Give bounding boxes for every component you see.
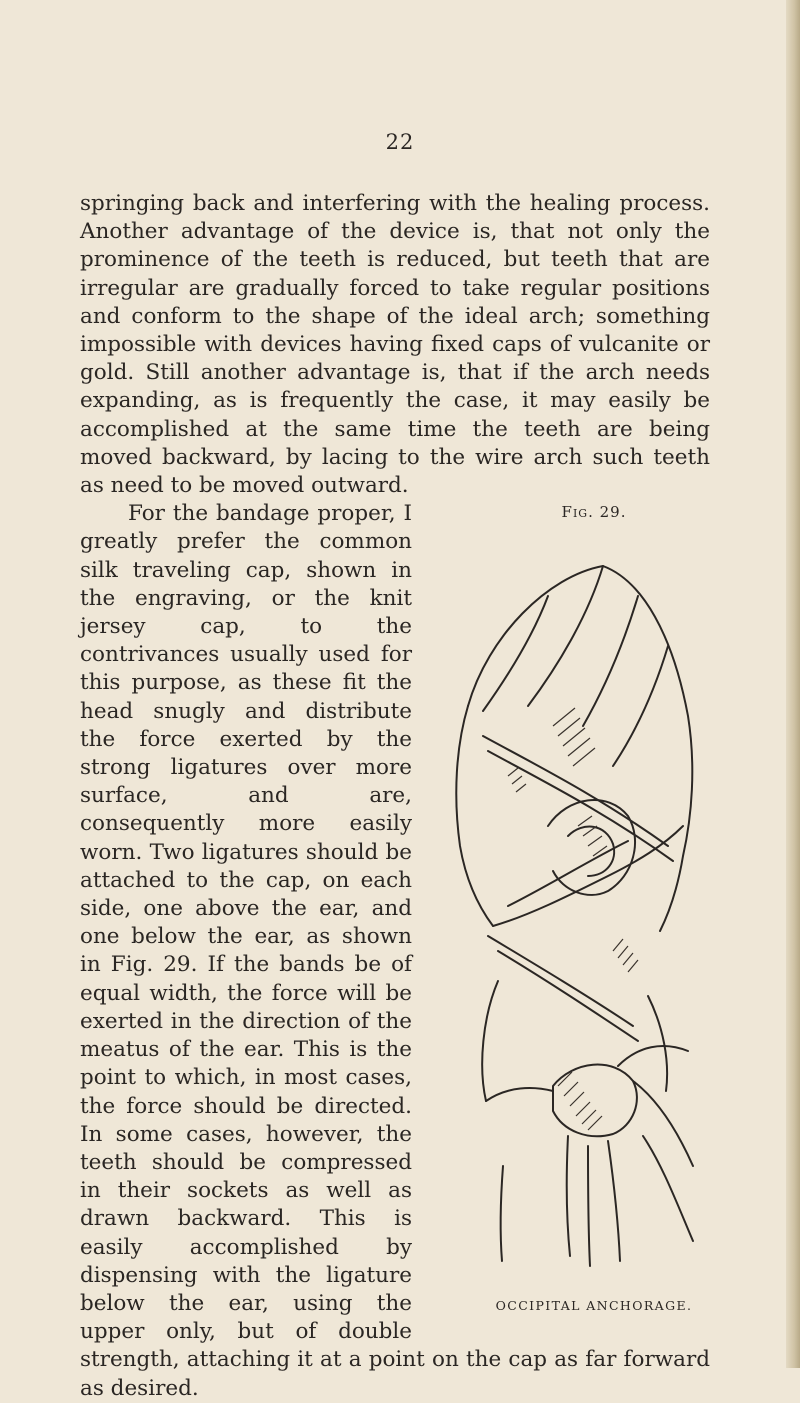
paragraph-1: springing back and interfering with the healing process. Another advantage of the device is, that not only the prominence of the teeth is reduced, but teeth that are irregular are gradually forced to take regular positions and conform to the shape of the ideal arch; something impossible with devices having fixed caps of vulcanite or gold. Still another advantage is, that if the arch needs expanding, as is frequently the case, it may easily be accomplished at the same time the teeth are being moved backward, by lacing to the wire arch such teeth as need to be moved outward. bbox=[80, 191, 710, 499]
figure-29 bbox=[430, 502, 710, 1332]
body-text bbox=[80, 190, 710, 1403]
figure-caption: OCCIPITAL ANCHORAGE. bbox=[495, 1298, 693, 1314]
occipital-anchorage-illustration bbox=[438, 526, 700, 1286]
page-number: 22 bbox=[385, 130, 415, 154]
figure-label: Fig. 29. bbox=[561, 503, 627, 522]
paragraph-2 bbox=[80, 500, 710, 1403]
page-edge bbox=[786, 0, 800, 1368]
paragraph-2-text: For the bandage proper, I greatly prefer the common silk traveling cap, shown in the engraving, or the knit jersey cap, to the contrivances usually used for this purpose, as these fit the head snugly and distribute the force exerted by the strong ligatures over more surface, and are, consequently more easily worn. Two ligatures should be attached to the cap, on each side, one above the ear, and one below the ear, as shown in Fig. 29. If the bands be of equal width, the force will be exerted in the direction of the meatus of the ear. This is the point to which, in most cases, the force should be directed. In some cases, however, the teeth should be compressed in their sockets as well as drawn backward. This is easily accomplished by dispensing with the ligature below the ear, using the upper only, but of double strength, attaching it at a point on the cap as far forward as desired. bbox=[80, 501, 710, 1401]
